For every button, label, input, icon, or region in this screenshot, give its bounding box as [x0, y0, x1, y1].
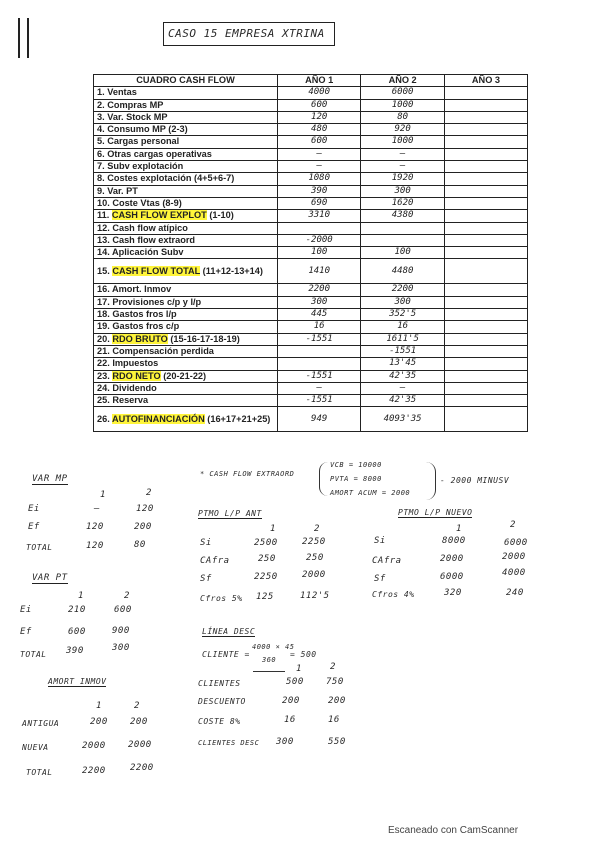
table-row: [94, 234, 528, 246]
row-label: Si: [374, 536, 386, 546]
row-label: 2. Compras MP: [94, 99, 278, 111]
year-1-value: 2200: [278, 284, 361, 296]
year-3-value: [444, 382, 527, 394]
cell-value: 600: [68, 627, 86, 637]
cell-value: 200: [130, 717, 148, 727]
cell-value: 390: [66, 646, 84, 656]
row-label: CAfra: [372, 556, 402, 566]
year-1-value: 1410: [278, 259, 361, 284]
cell-value: 210: [68, 605, 86, 615]
col-head: 2: [510, 520, 516, 530]
row-label: 19. Gastos fros c/p: [94, 321, 278, 333]
cell-value: 200: [282, 696, 300, 706]
year-2-value: 1620: [361, 197, 445, 209]
header-concept: CUADRO CASH FLOW: [94, 75, 278, 87]
cliente-formula-numerator: 4000 × 45: [252, 643, 295, 651]
cell-value: 120: [86, 541, 104, 551]
table-row: [94, 259, 528, 284]
col-head: 1: [78, 591, 84, 601]
highlighted-text: AUTOFINANCIACIÓN: [111, 413, 205, 424]
ptmo-ant-title: PTMO L/P ANT: [198, 509, 262, 518]
row-label: 6. Otras cargas operativas: [94, 148, 278, 160]
year-2-value: 100: [361, 247, 445, 259]
table-row: [94, 148, 528, 160]
year-3-value: [444, 284, 527, 296]
var-pt-title: VAR PT: [32, 573, 68, 583]
row-label: 24. Dividendo: [94, 382, 278, 394]
cell-value: 2000: [82, 741, 106, 751]
row-label: 11. CASH FLOW EXPLOT (1-10): [94, 210, 278, 222]
col-head: 2: [146, 488, 152, 498]
row-label: TOTAL: [26, 543, 53, 552]
year-3-value: [444, 185, 527, 197]
row-label: CAfra: [200, 556, 230, 566]
year-1-value: 16: [278, 321, 361, 333]
year-3-value: [444, 87, 527, 99]
row-label: ANTIGUA: [22, 719, 60, 728]
cell-value: 16: [328, 715, 340, 725]
year-1-value: [278, 345, 361, 357]
highlighted-text: CASH FLOW EXPLOT: [111, 210, 207, 221]
year-1-value: 120: [278, 111, 361, 123]
cell-value: 112'5: [300, 591, 330, 601]
col-head: 1: [270, 524, 276, 534]
cell-value: 6000: [440, 572, 464, 582]
table-row: [94, 382, 528, 394]
cell-value: 600: [114, 605, 132, 615]
cf-extraord-label: * CASH FLOW EXTRAORD: [200, 470, 295, 478]
year-3-value: [444, 124, 527, 136]
cf-extraord-line: AMORT ACUM = 2000: [330, 489, 411, 497]
cf-extraord-line: PVTA = 8000: [330, 475, 382, 483]
cell-value: 2000: [128, 740, 152, 750]
year-3-value: [444, 136, 527, 148]
cell-value: 2200: [82, 766, 106, 776]
document-title: CASO 15 EMPRESA XTRINA: [168, 27, 325, 40]
year-3-value: [444, 358, 527, 370]
year-2-value: 1000: [361, 99, 445, 111]
cell-value: 16: [284, 715, 296, 725]
col-head: 1: [96, 701, 102, 711]
year-2-value: 4480: [361, 259, 445, 284]
cash-flow-body: [94, 87, 528, 432]
cell-value: 2200: [130, 763, 154, 773]
table-row: [94, 222, 528, 234]
table-header-row: [94, 75, 528, 87]
year-1-value: —: [278, 382, 361, 394]
cell-value: 250: [258, 554, 276, 564]
row-label: Ei: [28, 504, 40, 514]
year-1-value: 949: [278, 407, 361, 432]
year-2-value: 42'35: [361, 370, 445, 382]
year-3-value: [444, 148, 527, 160]
row-label: TOTAL: [20, 650, 47, 659]
year-2-value: 1000: [361, 136, 445, 148]
year-2-value: 300: [361, 185, 445, 197]
year-1-value: 4000: [278, 87, 361, 99]
year-3-value: [444, 161, 527, 173]
highlighted-text: RDO NETO: [112, 370, 161, 381]
year-2-value: 16: [361, 321, 445, 333]
year-2-value: -1551: [361, 345, 445, 357]
cell-value: 6000: [504, 538, 528, 548]
header-year-3: AÑO 3: [444, 75, 527, 87]
year-1-value: 600: [278, 99, 361, 111]
year-1-value: 690: [278, 197, 361, 209]
cell-value: 300: [276, 737, 294, 747]
col-head: 1: [100, 490, 106, 500]
year-2-value: 920: [361, 124, 445, 136]
table-row: [94, 136, 528, 148]
cell-value: 750: [326, 677, 344, 687]
cell-value: 2000: [440, 554, 464, 564]
cell-value: —: [94, 504, 100, 514]
cell-value: 300: [112, 643, 130, 653]
table-row: [94, 345, 528, 357]
year-3-value: [444, 296, 527, 308]
year-2-value: [361, 234, 445, 246]
row-label: Cfros 5%: [200, 594, 243, 603]
row-label: 3. Var. Stock MP: [94, 111, 278, 123]
row-label: 9. Var. PT: [94, 185, 278, 197]
year-2-value: —: [361, 382, 445, 394]
table-row: [94, 321, 528, 333]
cell-value: 2250: [254, 572, 278, 582]
year-1-value: 600: [278, 136, 361, 148]
cell-value: 125: [256, 592, 274, 602]
year-2-value: 42'35: [361, 395, 445, 407]
table-row: [94, 395, 528, 407]
row-label: 12. Cash flow atípico: [94, 222, 278, 234]
cliente-formula-label: CLIENTE =: [202, 650, 250, 659]
year-1-value: —: [278, 161, 361, 173]
highlighted-text: CASH FLOW TOTAL: [112, 265, 201, 276]
row-label: 8. Costes explotación (4+5+6-7): [94, 173, 278, 185]
row-label: DESCUENTO: [198, 697, 246, 706]
col-head: 1: [456, 524, 462, 534]
year-3-value: [444, 395, 527, 407]
year-2-value: 1920: [361, 173, 445, 185]
highlighted-text: RDO BRUTO: [112, 333, 168, 344]
year-2-value: 80: [361, 111, 445, 123]
cliente-formula-result: = 500: [290, 650, 317, 659]
cell-value: 550: [328, 737, 346, 747]
var-mp-title: VAR MP: [32, 474, 68, 484]
year-2-value: 1611'5: [361, 333, 445, 345]
year-2-value: —: [361, 161, 445, 173]
year-3-value: [444, 407, 527, 432]
cell-value: 200: [90, 717, 108, 727]
table-row: [94, 210, 528, 222]
header-year-1: AÑO 1: [278, 75, 361, 87]
table-row: [94, 161, 528, 173]
cell-value: 320: [444, 588, 462, 598]
year-1-value: -2000: [278, 234, 361, 246]
scanner-footer: Escaneado con CamScanner: [388, 825, 519, 836]
year-1-value: 480: [278, 124, 361, 136]
year-2-value: 4380: [361, 210, 445, 222]
row-label: 21. Compensación perdida: [94, 345, 278, 357]
row-label: Ei: [20, 605, 32, 615]
row-label: TOTAL: [26, 768, 53, 777]
col-head: 2: [134, 701, 140, 711]
table-row: [94, 247, 528, 259]
year-1-value: 3310: [278, 210, 361, 222]
year-2-value: 13'45: [361, 358, 445, 370]
col-head: 1: [296, 664, 302, 674]
linea-desc-title: LÍNEA DESC: [202, 627, 256, 636]
year-2-value: [361, 222, 445, 234]
year-3-value: [444, 222, 527, 234]
row-label: 18. Gastos fros l/p: [94, 309, 278, 321]
cell-value: 200: [328, 696, 346, 706]
amort-title: AMORT INMOV: [48, 677, 107, 686]
table-row: [94, 333, 528, 345]
year-3-value: [444, 99, 527, 111]
table-row: [94, 124, 528, 136]
row-label: CLIENTES: [198, 679, 241, 688]
col-head: 2: [124, 591, 130, 601]
col-head: 2: [330, 662, 336, 672]
row-label: CLIENTES DESC: [198, 739, 260, 747]
table-row: [94, 111, 528, 123]
document-title-box: [163, 22, 335, 46]
row-label: 25. Reserva: [94, 395, 278, 407]
cell-value: 8000: [442, 536, 466, 546]
year-1-value: -1551: [278, 333, 361, 345]
year-1-value: —: [278, 148, 361, 160]
row-label: NUEVA: [22, 743, 49, 752]
year-3-value: [444, 197, 527, 209]
cell-value: 2500: [254, 538, 278, 548]
cliente-formula-denominator: 360: [262, 656, 277, 664]
cell-value: 2000: [302, 570, 326, 580]
year-1-value: [278, 358, 361, 370]
year-1-value: 100: [278, 247, 361, 259]
cell-value: 200: [134, 522, 152, 532]
cf-extraord-line: VCB = 10000: [330, 461, 382, 469]
row-label: Ef: [20, 627, 32, 637]
year-1-value: -1551: [278, 395, 361, 407]
year-1-value: [278, 222, 361, 234]
table-row: [94, 197, 528, 209]
year-2-value: 4093'35: [361, 407, 445, 432]
year-2-value: 352'5: [361, 309, 445, 321]
row-label: 7. Subv explotación: [94, 161, 278, 173]
year-3-value: [444, 247, 527, 259]
year-1-value: 390: [278, 185, 361, 197]
row-label: 16. Amort. Inmov: [94, 284, 278, 296]
cell-value: 80: [134, 540, 146, 550]
year-3-value: [444, 333, 527, 345]
year-3-value: [444, 111, 527, 123]
row-label: 15. CASH FLOW TOTAL (11+12-13+14): [94, 259, 278, 284]
cf-extraord-right-brace: [425, 462, 436, 500]
year-3-value: [444, 173, 527, 185]
row-label: 13. Cash flow extraord: [94, 234, 278, 246]
row-label: 1. Ventas: [94, 87, 278, 99]
year-2-value: 6000: [361, 87, 445, 99]
year-1-value: -1551: [278, 370, 361, 382]
cell-value: 500: [286, 677, 304, 687]
table-row: [94, 173, 528, 185]
cell-value: 250: [306, 553, 324, 563]
fraction-bar: [253, 671, 285, 672]
row-label: Sf: [374, 574, 386, 584]
cell-value: 900: [112, 626, 130, 636]
year-3-value: [444, 309, 527, 321]
year-3-value: [444, 370, 527, 382]
row-label: Sf: [200, 574, 212, 584]
table-row: [94, 370, 528, 382]
cf-extraord-result: - 2000 MINUSV: [440, 476, 510, 485]
header-year-2: AÑO 2: [361, 75, 445, 87]
year-2-value: 300: [361, 296, 445, 308]
table-row: [94, 284, 528, 296]
year-2-value: 2200: [361, 284, 445, 296]
year-1-value: 300: [278, 296, 361, 308]
col-head: 2: [314, 524, 320, 534]
margin-mark: [18, 18, 32, 58]
row-label: 4. Consumo MP (2-3): [94, 124, 278, 136]
cell-value: 4000: [502, 568, 526, 578]
row-label: 14. Aplicación Subv: [94, 247, 278, 259]
table-row: [94, 358, 528, 370]
table-row: [94, 296, 528, 308]
cell-value: 120: [136, 504, 154, 514]
cell-value: 120: [86, 522, 104, 532]
cf-extraord-left-brace: [319, 462, 328, 496]
cash-flow-table: [93, 74, 528, 432]
cell-value: 2250: [302, 537, 326, 547]
row-label: Cfros 4%: [372, 590, 415, 599]
row-label: Si: [200, 538, 212, 548]
ptmo-nuevo-title: PTMO L/P NUEVO: [398, 508, 473, 517]
row-label: 23. RDO NETO (20-21-22): [94, 370, 278, 382]
year-1-value: 1080: [278, 173, 361, 185]
year-3-value: [444, 345, 527, 357]
table-row: [94, 185, 528, 197]
year-1-value: 445: [278, 309, 361, 321]
row-label: 5. Cargas personal: [94, 136, 278, 148]
table-row: [94, 407, 528, 432]
year-3-value: [444, 210, 527, 222]
cell-value: 2000: [502, 552, 526, 562]
row-label: Ef: [28, 522, 40, 532]
cell-value: 240: [506, 588, 524, 598]
row-label: 22. Impuestos: [94, 358, 278, 370]
row-label: COSTE 8%: [198, 717, 241, 726]
year-2-value: —: [361, 148, 445, 160]
year-3-value: [444, 234, 527, 246]
row-label: 20. RDO BRUTO (15-16-17-18-19): [94, 333, 278, 345]
year-3-value: [444, 259, 527, 284]
year-3-value: [444, 321, 527, 333]
row-label: 10. Coste Vtas (8-9): [94, 197, 278, 209]
table-row: [94, 309, 528, 321]
table-row: [94, 87, 528, 99]
row-label: 17. Provisiones c/p y l/p: [94, 296, 278, 308]
row-label: 26. AUTOFINANCIACIÓN (16+17+21+25): [94, 407, 278, 432]
table-row: [94, 99, 528, 111]
